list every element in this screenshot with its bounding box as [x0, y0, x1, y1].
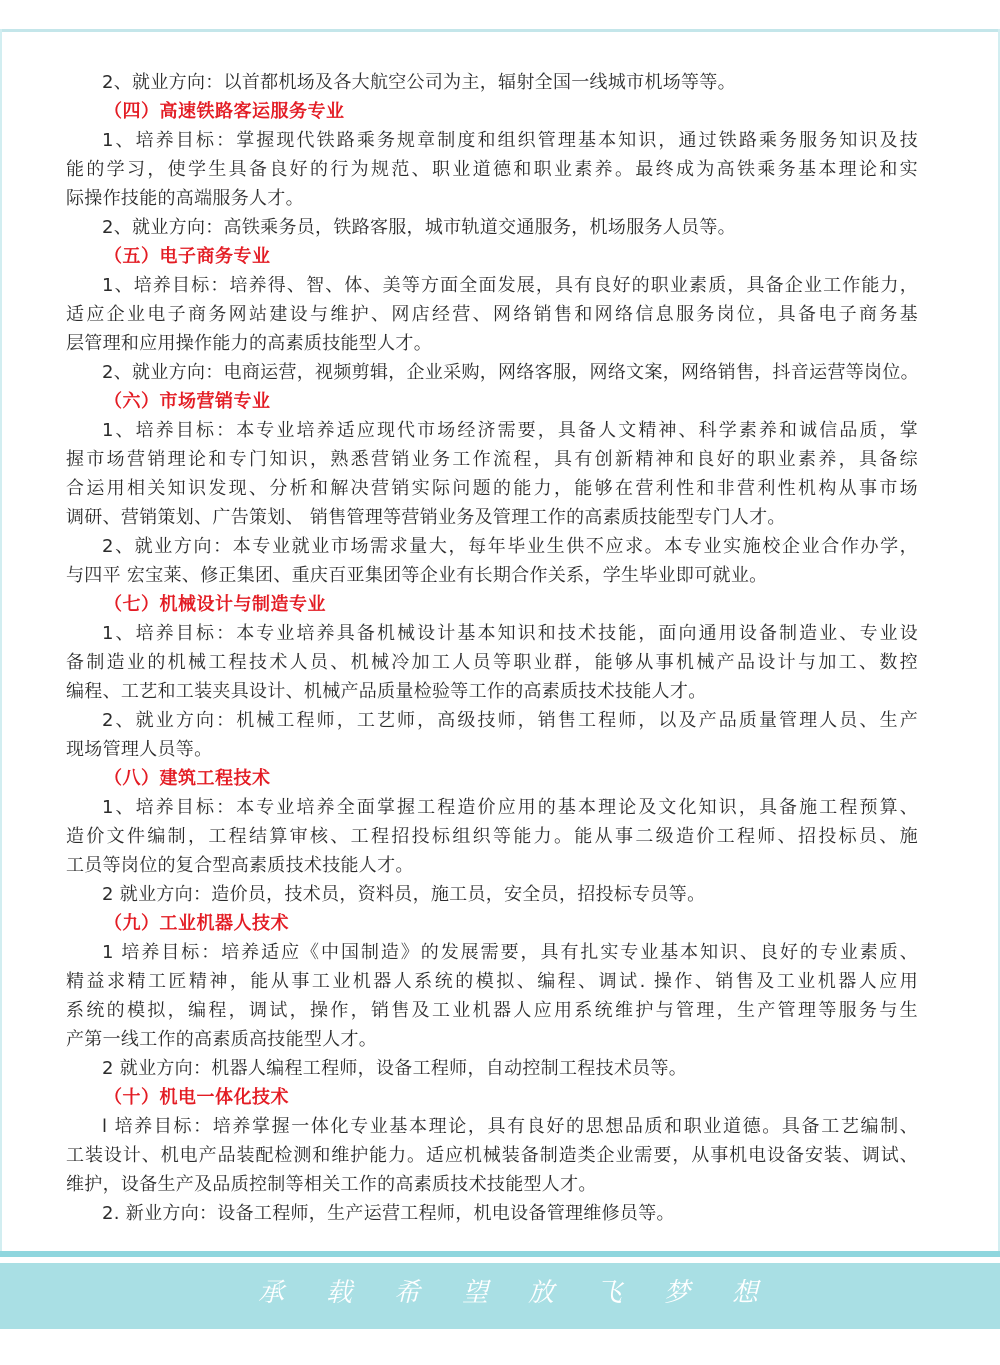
paragraph-line: 2、就业方向：高铁乘务员，铁路客服，城市轨道交通服务，机场服务人员等。 — [102, 217, 736, 238]
paragraph-line: 2. 新业方向：设备工程师，生产运营工程师，机电设备管理维修员等。 — [102, 1203, 675, 1224]
section-heading: （四）高速铁路客运服务专业 — [104, 101, 345, 122]
paragraph-line: 适应企业电子商务网站建设与维护、网店经营、网络销售和网络信息服务岗位，具备电子商务基 — [66, 304, 918, 325]
paragraph-line: 维护，设备生产及品质控制等相关工作的高素质技术技能型人才。 — [66, 1174, 597, 1195]
footer-motto-left: 承载希望 — [258, 1278, 531, 1308]
paragraph-line: 2、就业方向：本专业就业市场需求量大，每年毕业生供不应求。本专业实施校企业合作办学， — [102, 536, 918, 557]
paragraph-line: 2 就业方向：机器人编程工程师，设备工程师，自动控制工程技术员等。 — [102, 1058, 688, 1079]
paragraph-line: 备制造业的机械工程技术人员、机械冷加工人员等职业群，能够从事机械产品设计与加工、数控 — [66, 652, 918, 673]
footer-rule — [0, 1251, 1000, 1257]
paragraph-line: 工装设计、机电产品装配检测和维护能力。适应机械装备制造类企业需要，从事机电设备安装、调试、 — [66, 1145, 918, 1166]
section-heading: （十）机电一体化技术 — [104, 1087, 289, 1108]
section-heading: （六）市场营销专业 — [104, 391, 271, 412]
paragraph-line: 系统的模拟，编程，调试，操作，销售及工业机器人应用系统维护与管理，生产管理等服务与生 — [66, 1000, 918, 1021]
footer-banner — [0, 1263, 1000, 1329]
paragraph-line: 合运用相关知识发现、分析和解决营销实际问题的能力，能够在营利性和非营利性机构从事市场 — [66, 478, 918, 499]
paragraph-line: 能的学习，使学生具备良好的行为规范、职业道德和职业素养。最终成为高铁乘务基本理论和实 — [66, 159, 918, 180]
paragraph-line: 2 就业方向：造价员，技术员，资料员，施工员，安全员，招投标专员等。 — [102, 884, 706, 905]
paragraph-line: l 培养目标：培养掌握一体化专业基本理论，具有良好的思想品质和职业道德。具备工艺编制、 — [102, 1116, 918, 1137]
paragraph-line: 2、就业方向：电商运营，视频剪辑，企业采购，网络客服，网络文案，网络销售，抖音运营等岗位。 — [102, 362, 919, 383]
paragraph-line: 2、就业方向：机械工程师，工艺师，高级技师，销售工程师，以及产品质量管理人员、生产 — [102, 710, 918, 731]
section-heading: （九）工业机器人技术 — [104, 913, 289, 934]
left-border — [0, 29, 2, 1254]
document-body — [66, 68, 918, 1228]
paragraph-line: 精益求精工匠精神，能从事工业机器人系统的模拟、编程、调试. 操作、销售及工业机器人应用 — [66, 971, 918, 992]
paragraph-line: 现场管理人员等。 — [66, 739, 213, 760]
paragraph-line: 造价文件编制，工程结算审核、工程招投标组织等能力。能从事二级造价工程师、招投标员、施 — [66, 826, 918, 847]
paragraph-line: 调研、营销策划、广告策划、 销售管理等营销业务及管理工作的高素质技能型专门人才。 — [66, 507, 786, 528]
paragraph-line: 2、就业方向：以首都机场及各大航空公司为主，辐射全国一线城市机场等等。 — [102, 72, 736, 93]
top-rule — [0, 29, 1000, 32]
paragraph-line: 1、培养目标：掌握现代铁路乘务规章制度和组织管理基本知识，通过铁路乘务服务知识及技 — [102, 130, 918, 151]
paragraph-line: 握市场营销理论和专门知识，熟悉营销业务工作流程，具有创新精神和良好的职业素养，具备综 — [66, 449, 918, 470]
section-heading: （五）电子商务专业 — [104, 246, 271, 267]
section-heading: （八）建筑工程技术 — [104, 768, 271, 789]
section-heading: （七）机械设计与制造专业 — [104, 594, 326, 615]
paragraph-line: 1、培养目标：本专业培养具备机械设计基本知识和技术技能，面向通用设备制造业、专业设 — [102, 623, 918, 644]
paragraph-line: 1、培养目标：本专业培养适应现代市场经济需要，具备人文精神、科学素养和诚信品质，掌 — [102, 420, 918, 441]
paragraph-line: 工员等岗位的复合型高素质技术技能人才。 — [66, 855, 414, 876]
paragraph-line: 与四平 宏宝莱、修正集团、重庆百亚集团等企业有长期合作关系，学生毕业即可就业。 — [66, 565, 768, 586]
footer-motto-right: 放飞梦想 — [528, 1278, 801, 1308]
paragraph-line: 1、培养目标：培养得、智、体、美等方面全面发展，具有良好的职业素质，具备企业工作能力， — [102, 275, 918, 296]
paragraph-line: 际操作技能的高端服务人才。 — [66, 188, 304, 209]
paragraph-line: 1、培养目标：本专业培养全面掌握工程造价应用的基本理论及文化知识，具备施工程预算、 — [102, 797, 918, 818]
paragraph-line: 层管理和应用操作能力的高素质技能型人才。 — [66, 333, 432, 354]
paragraph-line: 产第一线工作的高素质高技能型人才。 — [66, 1029, 378, 1050]
paragraph-line: 编程、工艺和工装夹具设计、机械产品质量检验等工作的高素质技术技能人才。 — [66, 681, 707, 702]
paragraph-line: 1 培养目标：培养适应《中国制造》的发展需要，具有扎实专业基本知识、良好的专业素质、 — [102, 942, 918, 963]
